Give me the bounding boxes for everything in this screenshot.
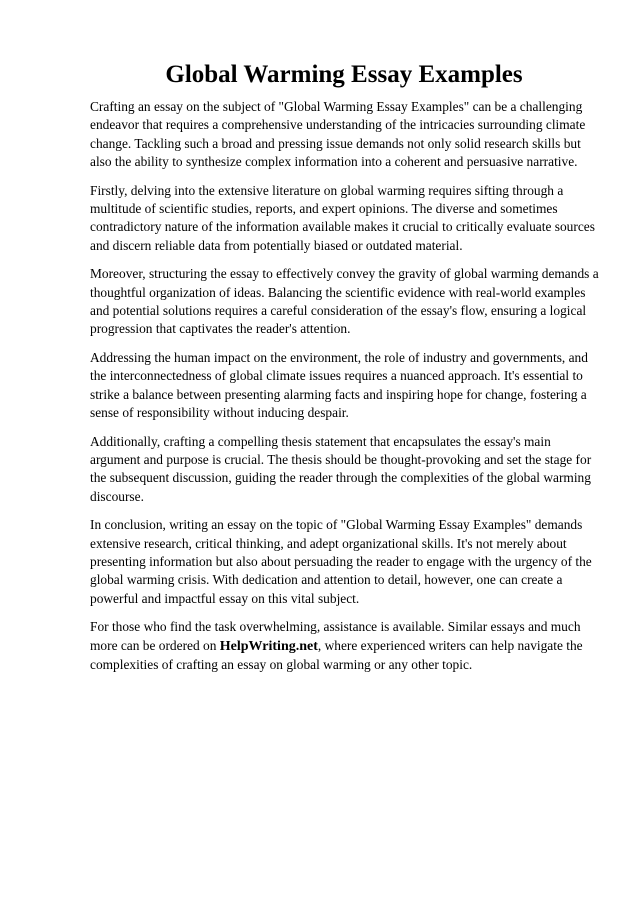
- closing-text-before-link: For those who find the task overwhelming, assistance is available. Similar essays and much more can be ordered on: [90, 619, 581, 653]
- closing-text-after-link: , where experienced writers can help navigate the complexities of crafting an essay on global warming or any other topic.: [90, 637, 583, 672]
- paragraph-research: Firstly, delving into the extensive literature on global warming requires sifting through a multitude of scientific studies, reports, and expert opinions. The diverse and sometimes contradictory nature of the information available makes it crucial to critically evaluate sources and discern reliable data from potentially biased or outdated material.: [90, 182, 595, 253]
- document-body: [90, 98, 600, 684]
- paragraph-human-impact: Addressing the human impact on the environment, the role of industry and governments, and the interconnectedness of global climate issues requires a nuanced approach. It's essential to strike a balance between presenting alarming facts and inspiring hope for change, fostering a sense of responsibility without inducing despair.: [90, 349, 588, 421]
- paragraph-closing: [90, 618, 600, 674]
- paragraph-thesis: Additionally, crafting a compelling thesis statement that encapsulates the essay's main argument and purpose is crucial. The thesis should be thought-provoking and set the stage for the subsequent discussion, guiding the reader through the complexities of the global warming discourse.: [90, 433, 592, 504]
- paragraph-structure: Moreover, structuring the essay to effectively convey the gravity of global warming demands a thoughtful organization of ideas. Balancing the scientific evidence with real-world examples and potential solutions requires a careful consideration of the essay's flow, ensuring a logical progression that captivates the reader's attention.: [90, 266, 599, 337]
- paragraph-intro: Crafting an essay on the subject of "Global Warming Essay Examples" can be a challenging endeavor that requires a comprehensive understanding of the intricacies surrounding climate change. Tackling such a broad and pressing issue demands not only solid research skills but also the ability to synthesize complex information into a coherent and persuasive narrative.: [90, 99, 586, 170]
- document-title: Global Warming Essay Examples: [165, 61, 523, 88]
- paragraph-conclusion: In conclusion, writing an essay on the topic of "Global Warming Essay Examples" demands extensive research, critical thinking, and adept organizational skills. It's not merely about presenting information but also about persuading the reader to engage with the urgency of the global warming crisis. With dedication and attention to detail, however, one can create a powerful and impactful essay on this vital subject.: [90, 517, 592, 606]
- helpwriting-link[interactable]: HelpWriting.net: [219, 638, 318, 654]
